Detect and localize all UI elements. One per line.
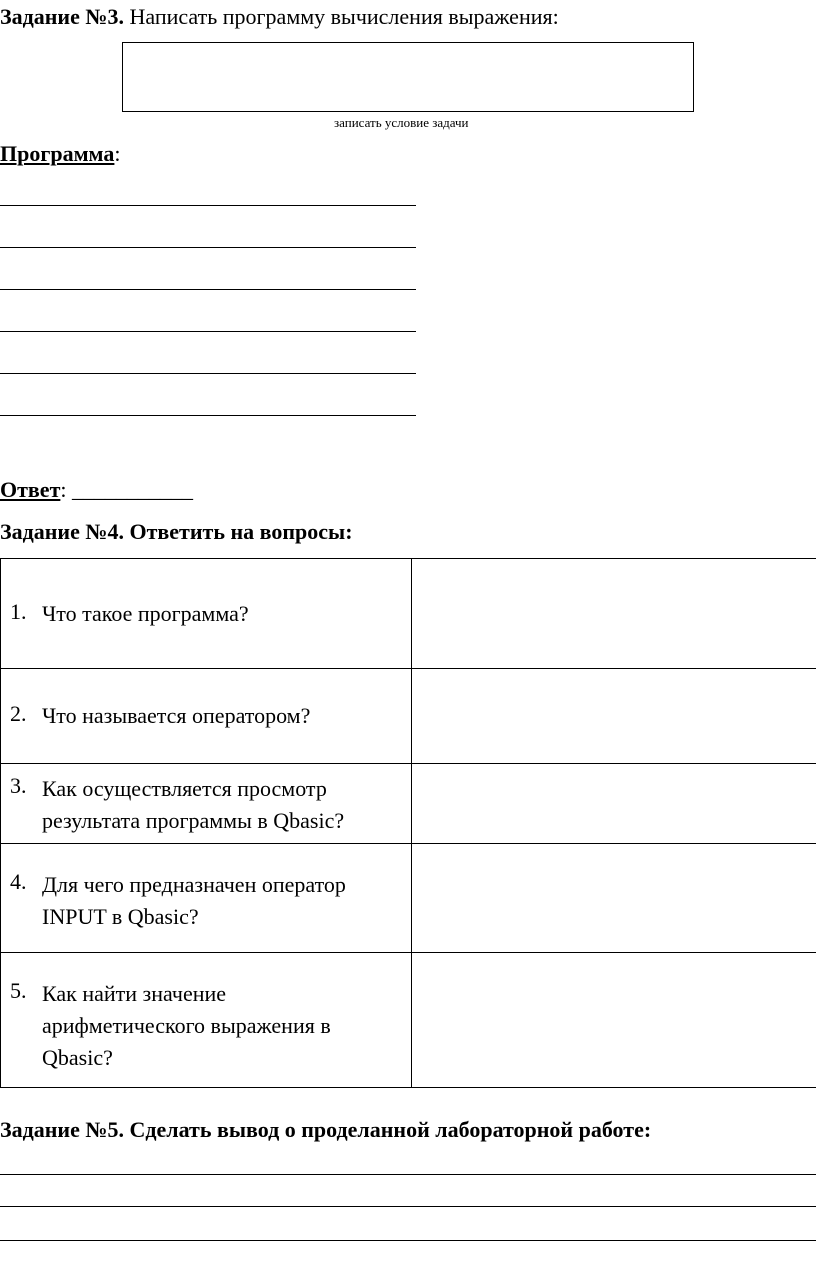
- task4-title: Задание №4. Ответить на вопросы:: [0, 519, 353, 544]
- task5-title: Задание №5. Сделать вывод о проделанной лабораторной работе:: [0, 1117, 652, 1142]
- question-text: Что называется оператором?: [42, 703, 311, 728]
- question-text: Как осуществляется просмотр результата программы в Qbasic?: [42, 776, 345, 833]
- question-number: 3.: [10, 773, 27, 798]
- question-number: 1.: [10, 599, 27, 624]
- question-number: 2.: [10, 701, 27, 726]
- answer-cell[interactable]: [412, 559, 816, 669]
- question-cell: [1, 559, 412, 669]
- program-label: Программа: [0, 141, 115, 166]
- question-number: 5.: [10, 978, 27, 1003]
- conclusion-line[interactable]: [0, 1174, 816, 1175]
- question-cell: [1, 844, 412, 953]
- answer-cell[interactable]: [412, 953, 816, 1088]
- task3-title: [0, 4, 559, 30]
- program-line[interactable]: [0, 247, 416, 248]
- question-number: 4.: [10, 869, 27, 894]
- answer-label: Ответ: [0, 477, 61, 502]
- table-row: [1, 953, 816, 1088]
- answer-cell[interactable]: [412, 764, 816, 844]
- program-line[interactable]: [0, 205, 416, 206]
- answer-blank: : ___________: [60, 477, 193, 502]
- questions-table: [0, 558, 816, 1088]
- answer-row: [0, 477, 193, 503]
- question-text: Как найти значение арифметического выражения в Qbasic?: [42, 981, 331, 1070]
- task3-title-text: Написать программу вычисления выражения:: [123, 4, 559, 29]
- table-row: [1, 764, 816, 844]
- program-line[interactable]: [0, 415, 416, 416]
- question-text: Для чего предназначен оператор INPUT в Qbasic?: [42, 872, 346, 929]
- program-line[interactable]: [0, 331, 416, 332]
- table-row: [1, 844, 816, 953]
- question-cell: [1, 764, 412, 844]
- condition-box[interactable]: [122, 42, 694, 112]
- program-colon: :: [114, 141, 121, 166]
- conclusion-line[interactable]: [0, 1240, 816, 1241]
- program-line[interactable]: [0, 289, 416, 290]
- table-row: [1, 559, 816, 669]
- conclusion-line[interactable]: [0, 1206, 816, 1207]
- question-text: Что такое программа?: [42, 600, 249, 626]
- condition-caption: записать условие задачи: [334, 115, 469, 130]
- task3-title-bold: Задание №3.: [0, 4, 124, 29]
- answer-cell[interactable]: [412, 844, 816, 953]
- program-line[interactable]: [0, 373, 416, 374]
- question-cell: [1, 953, 412, 1088]
- program-heading: [0, 141, 121, 167]
- answer-cell[interactable]: [412, 669, 816, 764]
- table-row: [1, 669, 816, 764]
- question-cell: [1, 669, 412, 764]
